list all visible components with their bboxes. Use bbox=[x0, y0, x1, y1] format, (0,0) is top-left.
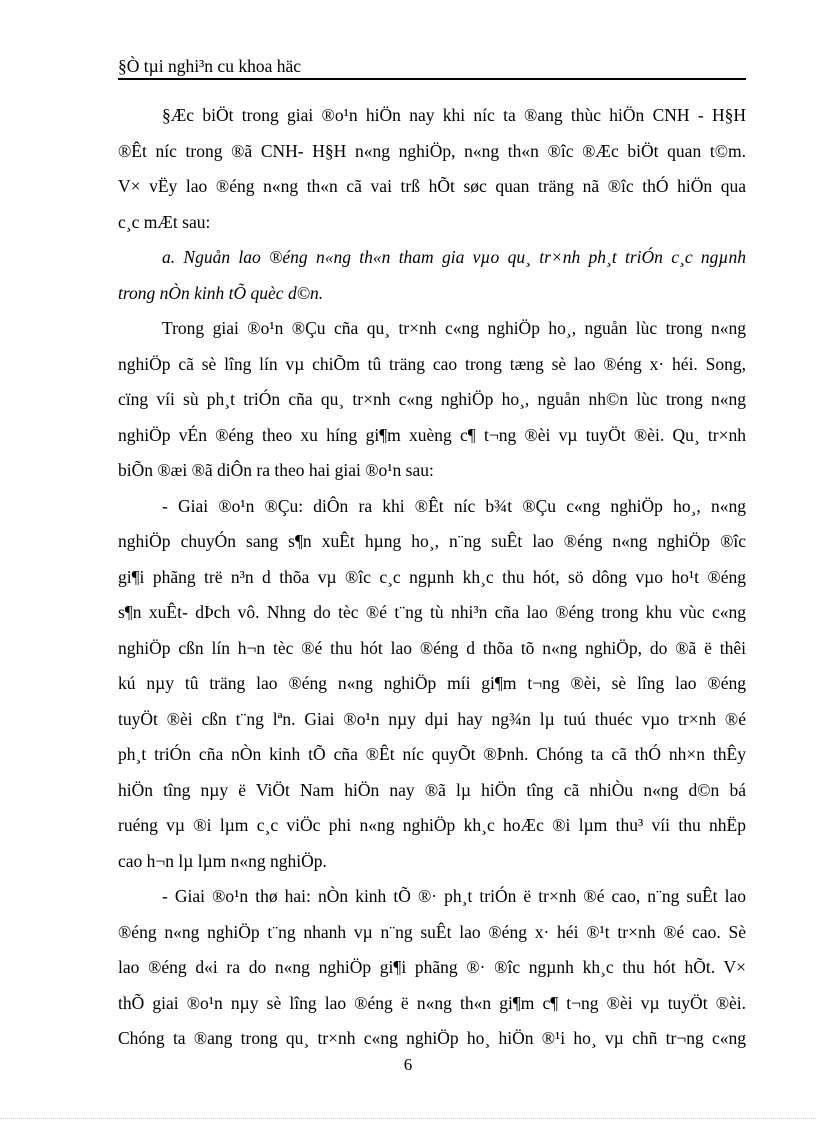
text-line: nghiÖp vÉn ®éng theo xu híng gi¶m xuèng c¶ t¬ng ®èi vµ tuyÖt ®èi. Qu¸ tr×nh bbox=[118, 425, 746, 445]
page-edge-divider bbox=[0, 1118, 816, 1119]
text-line: nghiÖp chuyÓn sang s¶n xuÊt hµng ho¸, n¨ng suÊt lao ®éng n«ng nghiÖp ®îc bbox=[118, 531, 746, 551]
text-line: ®Êt níc trong ®ã CNH- H§H n«ng nghiÖp, n«ng th«n ®îc ®Æc biÖt quan t©m. bbox=[118, 141, 746, 161]
text-line: ruéng vµ ®i lµm c¸c viÖc phi n«ng nghiÖp kh¸c hoÆc ®i lµm thu³ víi thu nhËp bbox=[118, 815, 746, 835]
text-line: ph¸t triÓn cña nÒn kinh tÕ cña ®Êt níc quyÕt ®Þnh. Chóng ta cã thÓ nh×n thÊy bbox=[118, 744, 746, 764]
text-line: V× vËy lao ®éng n«ng th«n cã vai trß hÕt søc quan träng nã ®îc thÓ hiÖn qua bbox=[118, 176, 746, 196]
text-line: c¸c mÆt sau: bbox=[118, 212, 211, 232]
text-line: lao ®éng d«i ra do n«ng nghiÖp gi¶i phãng ®· ®îc ngµnh kh¸c thu hót hÕt. V× bbox=[118, 957, 746, 977]
text-line: - Giai ®o¹n ®Çu: diÔn ra khi ®Êt níc b¾t ®Çu c«ng nghiÖp ho¸, n«ng bbox=[162, 496, 746, 516]
section-heading-line: a. Nguån lao ®éng n«ng th«n tham gia vµo qu¸ tr×nh ph¸t triÓn c¸c ngµnh bbox=[162, 247, 746, 267]
page-header bbox=[118, 52, 746, 80]
text-line: cïng víi sù ph¸t triÓn cña qu¸ tr×nh c«ng nghiÖp ho¸, nguån nh©n lùc trong n«ng bbox=[118, 389, 746, 409]
text-line: thÕ giai ®o¹n nµy sè lîng lao ®éng ë n«ng th«n gi¶m c¶ t¬ng ®èi vµ tuyÖt ®èi. bbox=[118, 993, 746, 1013]
text-line: nghiÖp cßn lín h¬n tèc ®é thu hót lao ®éng d thõa tõ n«ng nghiÖp, do ®ã ë thêi bbox=[118, 638, 746, 658]
header-title: §Ò tµi nghi³n cu khoa häc bbox=[118, 56, 301, 76]
text-line: ®éng n«ng nghiÖp t¨ng nhanh vµ n¨ng suÊt lao ®éng x· héi ®¹t tr×nh ®é cao. Sè bbox=[118, 922, 746, 942]
text-line: Chóng ta ®ang trong qu¸ tr×nh c«ng nghiÖp ho¸ hiÖn ®¹i ho¸ vµ chñ tr¬ng c«ng bbox=[118, 1028, 746, 1048]
text-line: s¶n xuÊt- dÞch vô. Nhng do tèc ®é t¨ng tù nhi³n cña lao ®éng trong khu vùc c«ng bbox=[118, 602, 746, 622]
text-line: biÕn ®æi ®ã diÔn ra theo hai giai ®o¹n sau: bbox=[118, 460, 434, 480]
text-line: §Æc biÖt trong giai ®o¹n hiÖn nay khi níc ta ®ang thùc hiÖn CNH - H§H bbox=[162, 105, 746, 125]
text-line: kú nµy tû träng lao ®éng n«ng nghiÖp míi gi¶m t¬ng ®èi, sè lîng lao ®éng bbox=[118, 673, 746, 693]
section-heading-line: trong nÒn kinh tÕ quèc d©n. bbox=[118, 283, 324, 303]
text-line: cao h¬n lµ lµm n«ng nghiÖp. bbox=[118, 851, 327, 871]
text-line: tuyÖt ®èi cßn t¨ng lªn. Giai ®o¹n nµy dµi hay ng¾n lµ tuú thuéc vµo tr×nh ®é bbox=[118, 709, 746, 729]
text-line: hiÖn tîng nµy ë ViÖt Nam hiÖn nay ®ã lµ hiÖn tîng cã nhiÒu n«ng d©n bá bbox=[118, 780, 746, 800]
text-line: - Giai ®o¹n thø hai: nÒn kinh tÕ ®· ph¸t triÓn ë tr×nh ®é cao, n¨ng suÊt lao bbox=[162, 886, 746, 906]
page-number: 6 bbox=[403, 1055, 413, 1074]
text-line: gi¶i phãng trë n³n d thõa vµ ®îc c¸c ngµnh kh¸c thu hót, sö dông vµo ho¹t ®éng bbox=[118, 567, 746, 587]
text-line: nghiÖp cã sè lîng lín vµ chiÕm tû träng cao trong tæng sè lao ®éng x· héi. Song, bbox=[118, 354, 746, 374]
text-line: Trong giai ®o¹n ®Çu cña qu¸ tr×nh c«ng nghiÖp ho¸, nguån lùc trong n«ng bbox=[162, 318, 746, 338]
